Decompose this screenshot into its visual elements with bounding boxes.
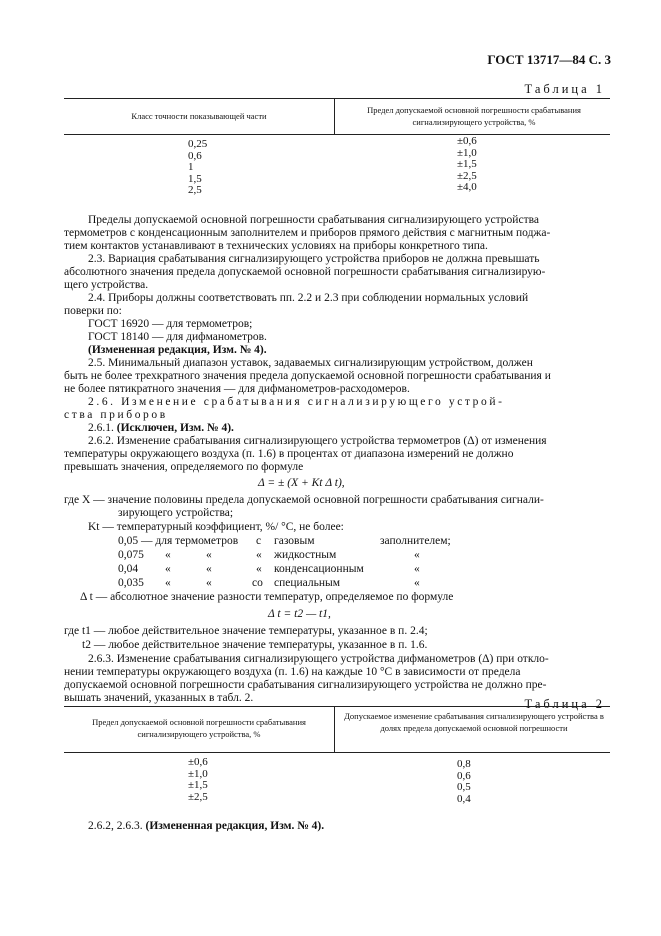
table2-cell: ±2,5 [188, 790, 208, 803]
formula-delta-t: Δ t = t2 — t1, [268, 608, 331, 620]
table1-cell: 1 [188, 161, 194, 173]
kt-ditto: « [414, 549, 420, 561]
where-t1: где t1 — любое действительное значение температуры, указанное в п. 2.4; [64, 625, 428, 637]
table2-cell: 0,6 [457, 769, 471, 782]
where-x-line2: зирующего устройства; [118, 507, 234, 519]
paragraph-2-4-line1: 2.4. Приборы должны соответствовать пп. 2.2 и 2.3 при соблюдении нормальных условий [88, 292, 529, 304]
table2-caption: Таблица 2 [524, 697, 605, 711]
kt-filler-type: конденсационным [274, 563, 364, 575]
table2-top-rule [64, 706, 610, 707]
kt-filler-type: газовым [274, 535, 315, 547]
paragraph-2-6-2-line1: 2.6.2. Изменение срабатывания сигнализирующего устройства термометров (Δ) от изменения [88, 435, 547, 447]
kt-filler-type: специальным [274, 577, 341, 589]
kt-ditto: « [414, 563, 420, 575]
edition-note-2-number: 2.6.2, 2.6.3. [88, 820, 143, 832]
paragraph-2-6-2-line3: превышать значения, определяемого по формуле [64, 461, 304, 473]
table2-column-divider [334, 706, 335, 752]
table1-cell: 2,5 [188, 184, 202, 196]
table2-cell: ±1,0 [188, 767, 208, 780]
table1-top-rule [64, 98, 610, 99]
formula-delta: Δ = ± (X + Kt Δ t), [258, 477, 345, 489]
gost-16920-line: ГОСТ 16920 — для термометров; [88, 318, 253, 330]
paragraph-2-6-1-number: 2.6.1. [88, 422, 114, 434]
paragraph-2-5-line1: 2.5. Минимальный диапазон уставок, задаваемых сигнализирующим устройством, должен [88, 357, 533, 369]
table1-caption: Таблица 1 [524, 82, 605, 96]
table1-cell: ±1,0 [457, 146, 477, 159]
paragraph-2-3-line2: абсолютного значения предела допускаемой основной погрешности срабатывания сигнализирую- [64, 266, 546, 278]
table2 [64, 706, 610, 810]
paragraph-2-6-1-status: (Исключен, Изм. № 4). [116, 422, 234, 434]
paragraph-limits-line2: термометров с конденсационным заполнителем и приборов прямого действия с магнитным поджа- [64, 227, 551, 239]
table1-row [188, 139, 207, 197]
kt-ditto: « [165, 563, 171, 575]
where-delta-t: Δ t — абсолютное значение разности температур, определяемое по формуле [80, 591, 454, 603]
kt-value: 0,075 [118, 549, 144, 561]
kt-ditto: « [165, 577, 171, 589]
section-2-6-title-line2: ства приборов [64, 409, 168, 421]
table1-cell: 1,5 [188, 172, 202, 185]
page-header: ГОСТ 13717—84 С. 3 [487, 52, 611, 67]
kt-prep: с [256, 535, 262, 547]
kt-value: 0,05 — для термометров [118, 535, 239, 547]
table2-cell: ±0,6 [188, 756, 208, 768]
kt-filler-word: заполнителем; [380, 535, 451, 547]
kt-filler-type: жидкостным [274, 549, 337, 561]
paragraph-2-6-3-line3: допускаемой основной погрешности срабатывания сигнализирующего устройства не должно пре- [64, 679, 547, 691]
paragraph-limits-line3: тием контактов устанавливают в технических условиях на приборы конкретного типа. [64, 240, 488, 252]
table1-cell: 0,25 [188, 138, 208, 150]
kt-ditto: « [206, 549, 212, 561]
table1-column-divider [334, 98, 335, 134]
table1-cell: 0,6 [188, 149, 202, 162]
table1-row [457, 136, 477, 194]
table1 [64, 98, 610, 202]
where-kt: Kt — температурный коэффициент, %/ °С, не более: [88, 521, 344, 533]
table2-row [457, 759, 471, 805]
table2-row [188, 757, 208, 803]
table2-cell: 0,5 [457, 781, 471, 793]
paragraph-2-3-line1: 2.3. Вариация срабатывания сигнализирующего устройства приборов не должна превышать [88, 253, 540, 265]
table2-header-rule [64, 752, 610, 753]
table1-col1-header: Класс точности показывающей части [131, 111, 267, 121]
kt-ditto: « [206, 577, 212, 589]
table1-cell: ±1,5 [457, 158, 477, 170]
kt-ditto: « [206, 563, 212, 575]
gost-18140-line: ГОСТ 18140 — для дифманометров. [88, 331, 267, 343]
kt-prep: со [252, 577, 263, 589]
table1-cell: ±2,5 [457, 169, 477, 182]
kt-value: 0,04 [118, 563, 139, 575]
table2-cell: 0,4 [457, 792, 471, 805]
paragraph-2-6-3-line1: 2.6.3. Изменение срабатывания сигнализирующего устройства дифманометров (Δ) при откло- [88, 653, 549, 665]
paragraph-2-4-line2: поверки по: [64, 305, 122, 317]
table2-col2-header: Допускаемое изменение срабатывания сигнализирующего устройства в долях предела допускаемой основной погрешности [344, 711, 604, 733]
paragraph-2-6-3-line4: вышать значений, указанных в табл. 2. [64, 692, 254, 704]
paragraph-2-3-line3: щего устройства. [64, 279, 149, 291]
table1-cell: ±0,6 [457, 135, 477, 147]
where-t2: t2 — любое действительное значение температуры, указанное в п. 1.6. [82, 639, 428, 651]
kt-ditto: « [165, 549, 171, 561]
edition-note-1: (Измененная редакция, Изм. № 4). [88, 344, 267, 356]
paragraph-limits-line1: Пределы допускаемой основной погрешности срабатывания сигнализирующего устройства [88, 214, 539, 226]
paragraph-2-5-line2: быть не более трехкратного значения предела допускаемой основной погрешности срабатывания и [64, 370, 551, 382]
where-x-line1: где X — значение половины предела допускаемой основной погрешности срабатывания сигнали- [64, 494, 544, 506]
table2-col1-header: Предел допускаемой основной погрешности срабатывания сигнализирующего устройства, % [92, 717, 306, 739]
table2-cell: ±1,5 [188, 779, 208, 791]
table1-header-rule [64, 134, 610, 135]
kt-prep: « [256, 563, 262, 575]
kt-ditto: « [414, 577, 420, 589]
kt-value: 0,035 [118, 577, 144, 589]
kt-prep: « [256, 549, 262, 561]
section-2-6-title-line1: 2.6. Изменение срабатывания сигнализирующего устрой- [88, 396, 505, 408]
paragraph-2-6-2-line2: температуры окружающего воздуха (п. 1.6) в процентах от диапазона измерений не должно [64, 448, 514, 460]
paragraph-2-6-3-line2: нении температуры окружающего воздуха (п. 1.6) на каждые 10 °С в зависимости от предела [64, 666, 521, 678]
edition-note-2-text: (Измененная редакция, Изм. № 4). [145, 820, 325, 832]
edition-note-2 [88, 820, 324, 833]
table1-col2-header: Предел допускаемой основной погрешности срабатывания сигнализирующего устройства, % [367, 105, 581, 127]
paragraph-2-6-1 [88, 422, 234, 435]
table2-cell: 0,8 [457, 758, 471, 770]
paragraph-2-5-line3: не более пятикратного значения — для дифманометров-расходомеров. [64, 383, 410, 395]
table1-cell: ±4,0 [457, 181, 477, 193]
